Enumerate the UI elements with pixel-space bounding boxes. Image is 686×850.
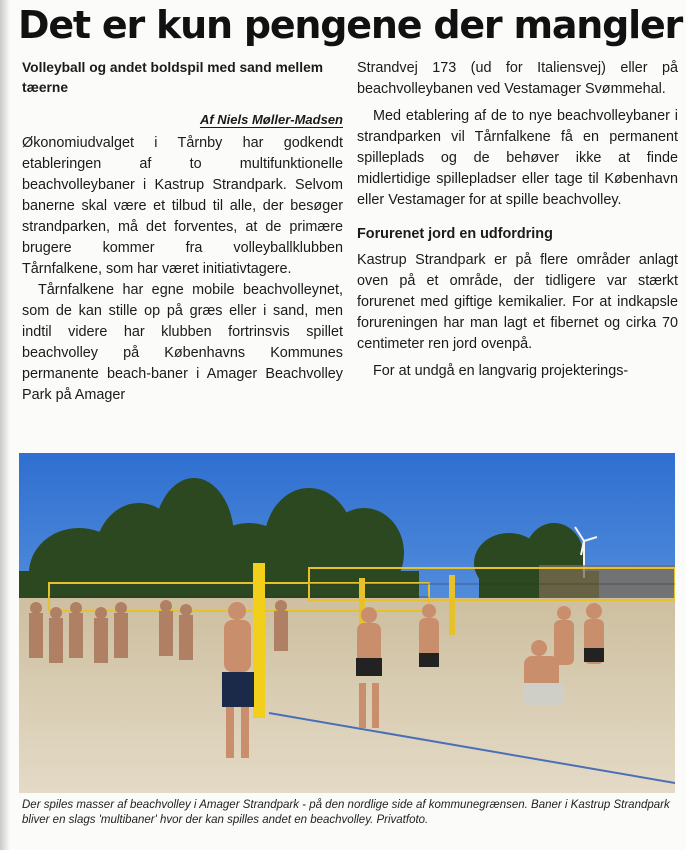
section-heading: Forurenet jord en udfordring (357, 226, 553, 242)
paragraph: Økonomiudvalget i Tårnby har godkendt etableringen af to multifunktionelle beachvolleybaner i Kastrup Strandpark. Selvom banerne skal være et tilbud til alle, der besøger strandparken, må det forventes, at de primære brugere kommer fra volleyballklubben Tårnfalkene, som har været initiativtagere. (22, 135, 343, 277)
paragraph: For at undgå en langvarig projekterings- (373, 363, 629, 379)
article-headline: Det er kun pengene der mangler (18, 3, 683, 47)
page-fold-shadow (0, 0, 10, 850)
article-byline: Af Niels Møller-Madsen (199, 112, 343, 127)
photo-illustration (19, 453, 675, 793)
photo-caption: Der spiles masser af beachvolley i Amager Strandpark - på den nordlige side af kommunegrænsen. Baner i Kastrup Strandpark bliver en slags 'multibaner' hvor der kan spilles andet en beachvolley. Privatfoto. (22, 799, 670, 826)
paragraph: Tårnfalkene har egne mobile beachvolleynet, som de kan stille op på græs eller i sand, men indtil videre har klubben fortrinsvis spillet beachvolley på Københavns Kommunes permanente beach-baner i Amager Beachvolley Park på Amager (22, 282, 343, 403)
beach-volleyball-photo (19, 453, 675, 793)
article-subhead: Volleyball og andet boldspil med sand mellem tæerne (22, 60, 324, 95)
paragraph: Med etablering af de to nye beachvolleybaner i strandparken vil Tårnfalkene få en permanent spilleplads og de behøver ikke at finde midlertidige spillepladser eller tage til København eller Vestamager for at spille beachvolley. (357, 108, 678, 208)
paragraph: Strandvej 173 (ud for Italiensvej) eller på beachvolleybanen ved Vestamager Svømmehal. (357, 60, 678, 97)
right-column (357, 58, 678, 382)
left-column (22, 58, 343, 406)
paragraph: Kastrup Strandpark er på flere områder anlagt oven på et område, der tidligere var stærkt forurenet med giftige kemikalier. For at indkapsle forureningen har man lagt et fibernet og cirka 70 centimeter ren jord ovenpå. (357, 252, 678, 352)
